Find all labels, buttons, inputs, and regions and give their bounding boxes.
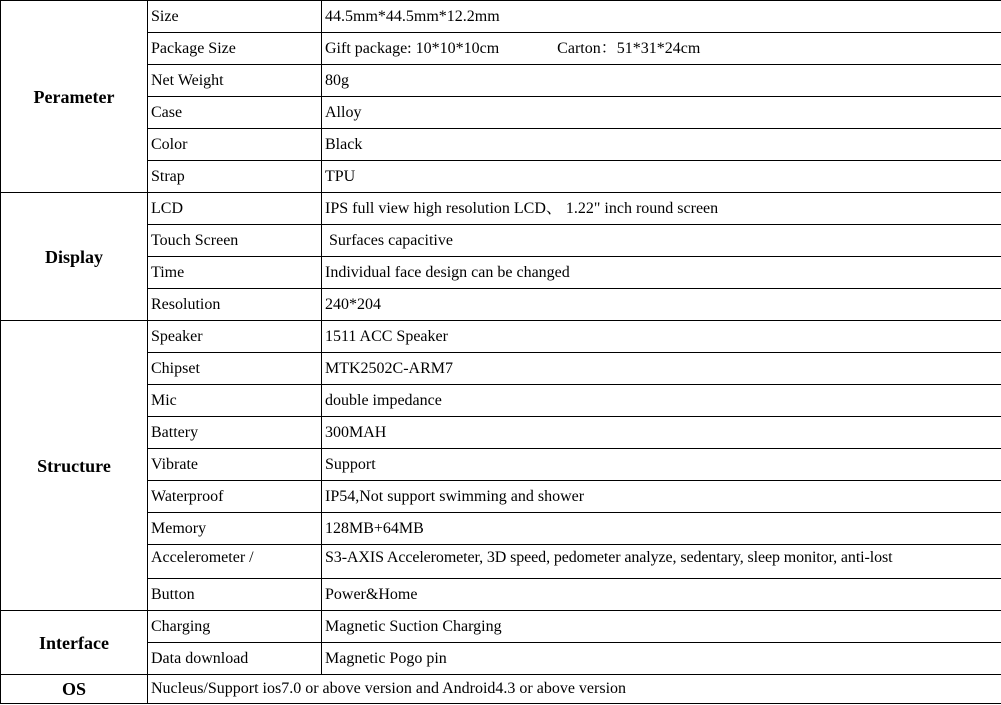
group-label-display: Display — [1, 193, 148, 321]
spec-value: TPU — [322, 161, 1001, 193]
spec-label: Data download — [148, 643, 322, 675]
table-row — [1, 321, 1001, 353]
table-row — [1, 97, 1001, 129]
spec-label: Strap — [148, 161, 322, 193]
table-row — [1, 385, 1001, 417]
spec-value: Individual face design can be changed — [322, 257, 1001, 289]
spec-value: IP54,Not support swimming and shower — [322, 481, 1001, 513]
spec-value — [322, 33, 1001, 65]
table-row — [1, 643, 1001, 675]
spec-value: Black — [322, 129, 1001, 161]
table-row — [1, 417, 1001, 449]
spec-label: Size — [148, 1, 322, 33]
spec-value: Surfaces capacitive — [322, 225, 1001, 257]
spec-label: Resolution — [148, 289, 322, 321]
spec-value: IPS full view high resolution LCD、 1.22" inch round screen — [322, 193, 1001, 225]
spec-label: Net Weight — [148, 65, 322, 97]
table-row — [1, 161, 1001, 193]
table-row — [1, 289, 1001, 321]
carton-value: Carton：51*31*24cm — [557, 39, 701, 57]
table-row — [1, 579, 1001, 611]
table-row — [1, 33, 1001, 65]
spec-value: Alloy — [322, 97, 1001, 129]
spec-value: Power&Home — [322, 579, 1001, 611]
group-label-os: OS — [1, 675, 148, 704]
table-row — [1, 225, 1001, 257]
spec-label: Mic — [148, 385, 322, 417]
spec-label: Time — [148, 257, 322, 289]
spec-label: Touch Screen — [148, 225, 322, 257]
spec-value: 300MAH — [322, 417, 1001, 449]
table-row — [1, 513, 1001, 545]
spec-value: 240*204 — [322, 289, 1001, 321]
gift-package-value: Gift package: 10*10*10cm — [325, 39, 500, 57]
table-row — [1, 65, 1001, 97]
spec-value: 80g — [322, 65, 1001, 97]
table-row — [1, 353, 1001, 385]
spec-label: Waterproof — [148, 481, 322, 513]
table-row — [1, 481, 1001, 513]
table-row — [1, 611, 1001, 643]
spec-label: Color — [148, 129, 322, 161]
table-row — [1, 193, 1001, 225]
spec-value: MTK2502C-ARM7 — [322, 353, 1001, 385]
spec-label: Speaker — [148, 321, 322, 353]
spec-label: Vibrate — [148, 449, 322, 481]
spec-label: Chipset — [148, 353, 322, 385]
table-row — [1, 1, 1001, 33]
spec-label: Accelerometer / — [148, 545, 322, 579]
spec-label: Charging — [148, 611, 322, 643]
spec-value: Magnetic Pogo pin — [322, 643, 1001, 675]
spec-value: Support — [322, 449, 1001, 481]
group-label-perameter: Perameter — [1, 1, 148, 193]
spec-label: Case — [148, 97, 322, 129]
table-row — [1, 545, 1001, 579]
spec-value: Magnetic Suction Charging — [322, 611, 1001, 643]
table-row — [1, 257, 1001, 289]
table-row — [1, 449, 1001, 481]
spec-value: 128MB+64MB — [322, 513, 1001, 545]
group-label-structure: Structure — [1, 321, 148, 611]
table-row — [1, 129, 1001, 161]
spec-value: 1511 ACC Speaker — [322, 321, 1001, 353]
spec-label: Button — [148, 579, 322, 611]
spec-value: S3-AXIS Accelerometer, 3D speed, pedometer analyze, sedentary, sleep monitor, anti-lost — [322, 545, 1001, 579]
spec-label: Package Size — [148, 33, 322, 65]
spec-label: LCD — [148, 193, 322, 225]
group-label-interface: Interface — [1, 611, 148, 675]
os-value: Nucleus/Support ios7.0 or above version and Android4.3 or above version — [148, 675, 1001, 704]
spec-label: Memory — [148, 513, 322, 545]
spec-label: Battery — [148, 417, 322, 449]
table-row — [1, 675, 1001, 704]
spec-value: 44.5mm*44.5mm*12.2mm — [322, 1, 1001, 33]
spec-value: double impedance — [322, 385, 1001, 417]
